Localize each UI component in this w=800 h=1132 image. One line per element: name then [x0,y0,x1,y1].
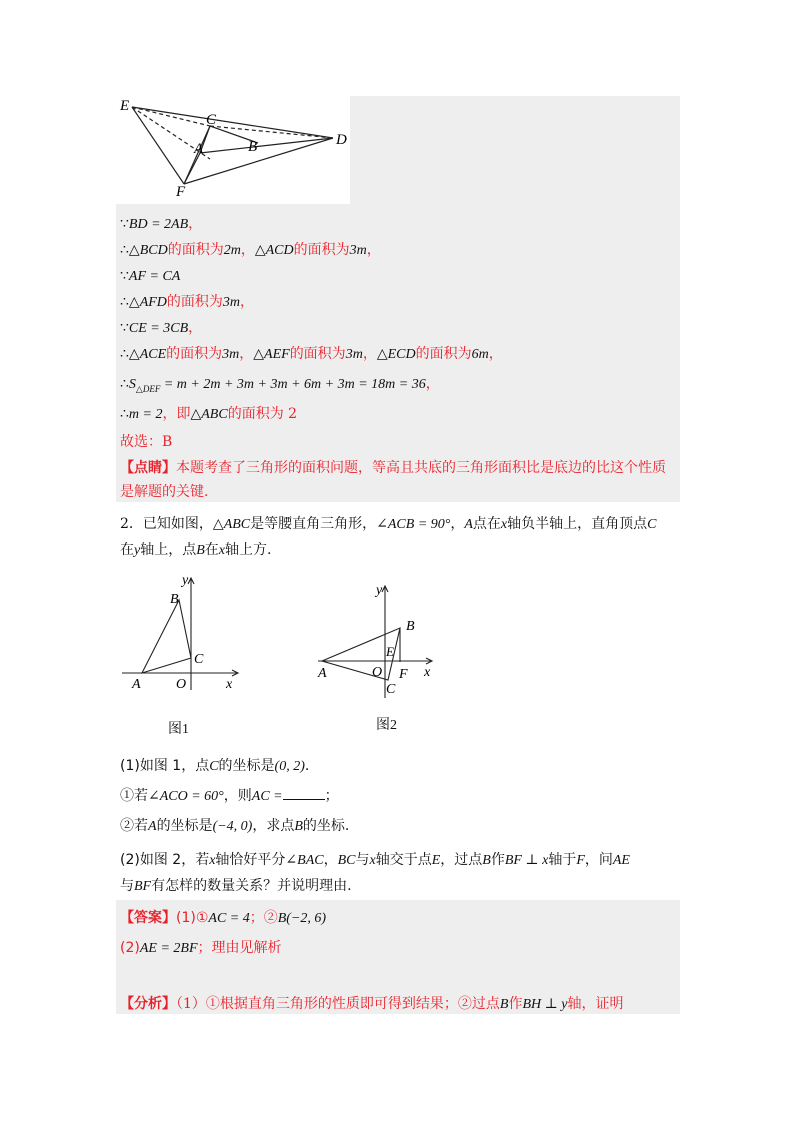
problem2-stem-line-2: 在y轴上，点B在x轴上方. [120,542,272,558]
solution-line-4: ∴△AFD的面积为3m， [120,294,255,310]
question-2-line-1: (2)如图 2，若x轴恰好平分∠BAC，BC与x轴交于点E，过点B作BF ⊥ x轴于F，问AE [120,852,630,868]
solution-choice: 故选：B [120,434,173,450]
question-1: (1)如图 1，点C的坐标是(0, 2). [120,758,310,774]
fig1-label-y: y [182,573,189,588]
solution-line-2: ∴△BCD的面积为2m，△ACD的面积为3m， [120,242,381,258]
label-e: E [120,98,130,114]
label-a: A [194,141,204,157]
answer-line-1: 【答案】(1)①AC = 4；②B(−2, 6) [120,910,327,926]
fig1-label-b: B [170,592,179,607]
solution-background [350,96,680,204]
figure-1 [118,572,250,692]
solution-line-5: ∵CE = 3CB， [120,320,203,336]
fig2-label-a: A [318,666,327,681]
fig1-label-x: x [226,677,233,692]
fig2-label-c: C [386,682,396,697]
figure-2-caption: 图2 [376,718,397,733]
label-c: C [206,112,217,128]
triangle-figure-top [118,96,350,204]
fig2-label-f: F [399,667,408,682]
fig2-label-o: O [372,665,383,680]
question-2-line-2: 与BF有怎样的数量关系？并说明理由. [120,878,352,894]
fig1-label-c: C [194,652,204,667]
solution-line-8: ∴m = 2，即△ABC的面积为 2 [120,406,298,422]
answer-blank[interactable] [283,786,325,800]
solution-comment-line-2: 是解题的关键. [120,484,209,500]
solution-line-7: $\therefore S_{\triangle DEF} = m + 2m + 3m + 3m + 6m + 3m = 18m = 36$， [120,376,440,394]
solution-line-3: ∵AF = CA [120,268,181,284]
figure-2 [316,580,440,702]
fig1-label-a: A [132,677,141,692]
solution-line-1: ∵BD = 2AB， [120,216,203,232]
fig2-label-e: E [386,644,394,659]
fig2-label-b: B [406,619,415,634]
answer-line-2: (2)AE = 2BF；理由见解析 [120,940,282,956]
figure-1-caption: 图1 [168,722,189,737]
solution-line-6: ∴△ACE的面积为3m，△AEF的面积为3m，△ECD的面积为6m， [120,346,503,362]
analysis-line-1: 【分析】（1）①根据直角三角形的性质即可得到结果；②过点B作BH ⊥ y轴，证明 [120,996,624,1012]
label-d: D [336,132,347,148]
solution-comment-line-1: 【点睛】本题考查了三角形的面积问题，等高且共底的三角形面积比是底边的比这个性质 [120,460,666,476]
fig2-label-x: x [424,665,431,680]
label-b: B [248,139,258,155]
question-1-i: ①若∠ACO = 60°，则AC = ； [120,788,339,804]
question-1-ii: ②若A的坐标是(−4, 0)，求点B的坐标. [120,818,350,834]
label-f: F [176,184,186,200]
problem2-stem-line-1: 2．已知如图，△ABC是等腰直角三角形，∠ACB = 90°，A点在x轴负半轴上，直角顶点C [120,516,657,532]
fig2-label-y: y [376,583,383,598]
fig1-label-o: O [176,677,187,692]
